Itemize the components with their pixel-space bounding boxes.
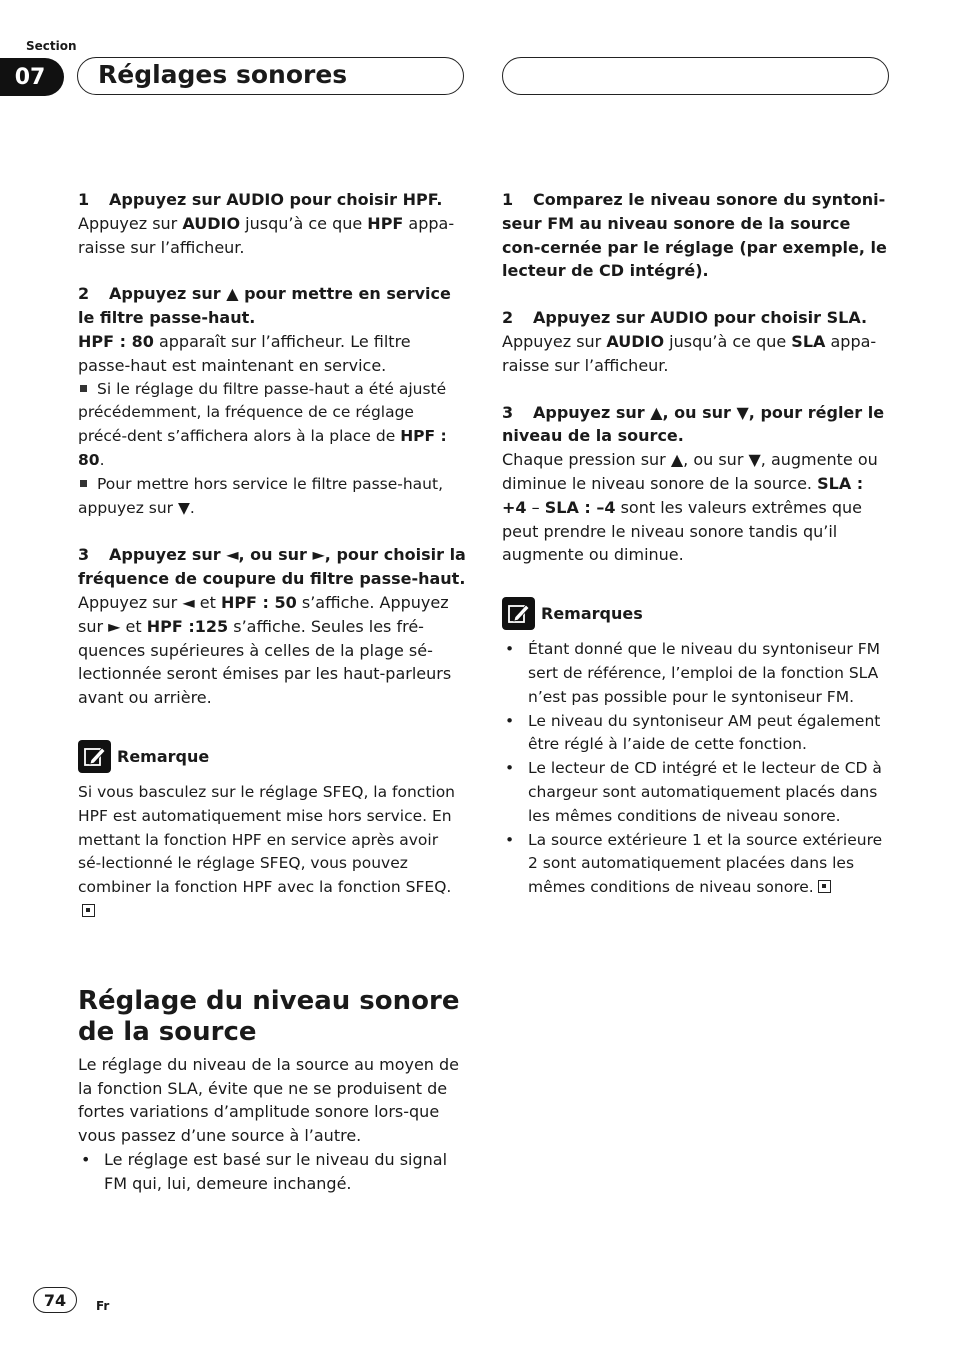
list-item: • Étant donné que le niveau du syntoniseur FM sert de référence, l’emploi de la fonction SLA n’est pas possible pour le syntoniseur FM. <box>505 640 880 706</box>
step-heading: 1 Comparez le niveau sonore du syntoni-seur FM au niveau sonore de la source con-cernée par le réglage (par exemple, le lecteur de CD intégré). <box>502 190 887 281</box>
pencil-note-icon <box>502 597 535 630</box>
pencil-note-icon <box>78 740 111 773</box>
step-body: Appuyez sur AUDIO jusqu’à ce que HPF appa-raisse sur l’afficheur. <box>78 213 455 257</box>
square-bullet-icon <box>80 385 87 392</box>
note-text: Si vous basculez sur le réglage SFEQ, la fonction HPF est automatiquement mise hors service. En mettant la fonction HPF en service après avoir sé-lectionné le réglage SFEQ, vous pouvez combiner la fonction HPF avec la fonction SFEQ. <box>78 781 466 924</box>
list-item: • Le niveau du syntoniseur AM peut également être réglé à l’aide de cette fonction. <box>505 711 881 754</box>
step-body: Appuyez sur AUDIO jusqu’à ce que SLA appa-raisse sur l’afficheur. <box>502 331 877 375</box>
step-body: HPF : 80 apparaît sur l’afficheur. Le filtre passe-haut est maintenant en service. <box>78 331 411 375</box>
step-heading: 3 Appuyez sur ▲, ou sur ▼, pour régler le niveau de la source. <box>502 402 885 446</box>
step-body: Appuyez sur ◄ et HPF : 50 s’affiche. Appuyez sur ► et HPF :125 s’affiche. Seules les fré-quences supérieures à celles de la plage sé-lectionnée seront émises par les haut-parleurs avant ou arrière. <box>78 592 452 708</box>
square-bullet-icon <box>80 480 87 487</box>
step-note: Pour mettre hors service le filtre passe-haut, appuyez sur ▼. <box>78 474 443 517</box>
left-column <box>78 188 466 1196</box>
note-label: Remarque <box>117 746 210 766</box>
right-column <box>502 188 892 900</box>
section-label: Section <box>26 39 77 53</box>
step-heading: 2 Appuyez sur AUDIO pour choisir SLA. <box>502 308 868 328</box>
list-item: • Le lecteur de CD intégré et le lecteur de CD à chargeur sont automatiquement placés dans les mêmes conditions de niveau sonore. <box>505 759 882 825</box>
step-heading: 1 Appuyez sur AUDIO pour choisir HPF. <box>78 190 443 209</box>
step-heading: 2 Appuyez sur ▲ pour mettre en service le filtre passe-haut. <box>78 284 451 328</box>
notes-label: Remarques <box>541 603 643 623</box>
section-title: Réglages sonores <box>98 60 348 89</box>
step-heading: 3 Appuyez sur ◄, ou sur ►, pour choisir la fréquence de coupure du filtre passe-haut. <box>78 545 466 589</box>
end-mark-icon <box>82 904 95 917</box>
section-number-badge: 07 <box>0 58 64 96</box>
list-item: • La source extérieure 1 et la source extérieure 2 sont automatiquement placées dans les mêmes conditions de niveau sonore. <box>505 830 883 897</box>
note-header <box>78 740 466 773</box>
right-title-box <box>502 57 889 95</box>
section-heading: Réglage du niveau sonore de la source <box>78 985 460 1047</box>
notes-header <box>502 597 892 630</box>
step-body: Chaque pression sur ▲, ou sur ▼, augmente ou diminue le niveau sonore de la source. SLA : +4 – SLA : –4 sont les valeurs extrêmes que peut prendre le niveau sonore tandis qu’il augmente ou diminue. <box>502 450 878 565</box>
end-mark-icon <box>818 880 831 893</box>
language-code: Fr <box>96 1299 110 1313</box>
page-number: 74 <box>33 1287 77 1313</box>
step-note: Si le réglage du filtre passe-haut a été ajusté précédemment, la fréquence de ce réglage précé-dent s’affichera alors à la place de HPF : 80. <box>78 379 447 469</box>
section-intro: Le réglage du niveau de la source au moyen de la fonction SLA, évite que ne se produisent de fortes variations d’amplitude sonore lors-que vous passez d’une source à l’autre. <box>78 1054 460 1146</box>
list-item: • Le réglage est basé sur le niveau du signal FM qui, lui, demeure inchangé. <box>81 1149 448 1193</box>
section-title-box <box>77 57 464 95</box>
